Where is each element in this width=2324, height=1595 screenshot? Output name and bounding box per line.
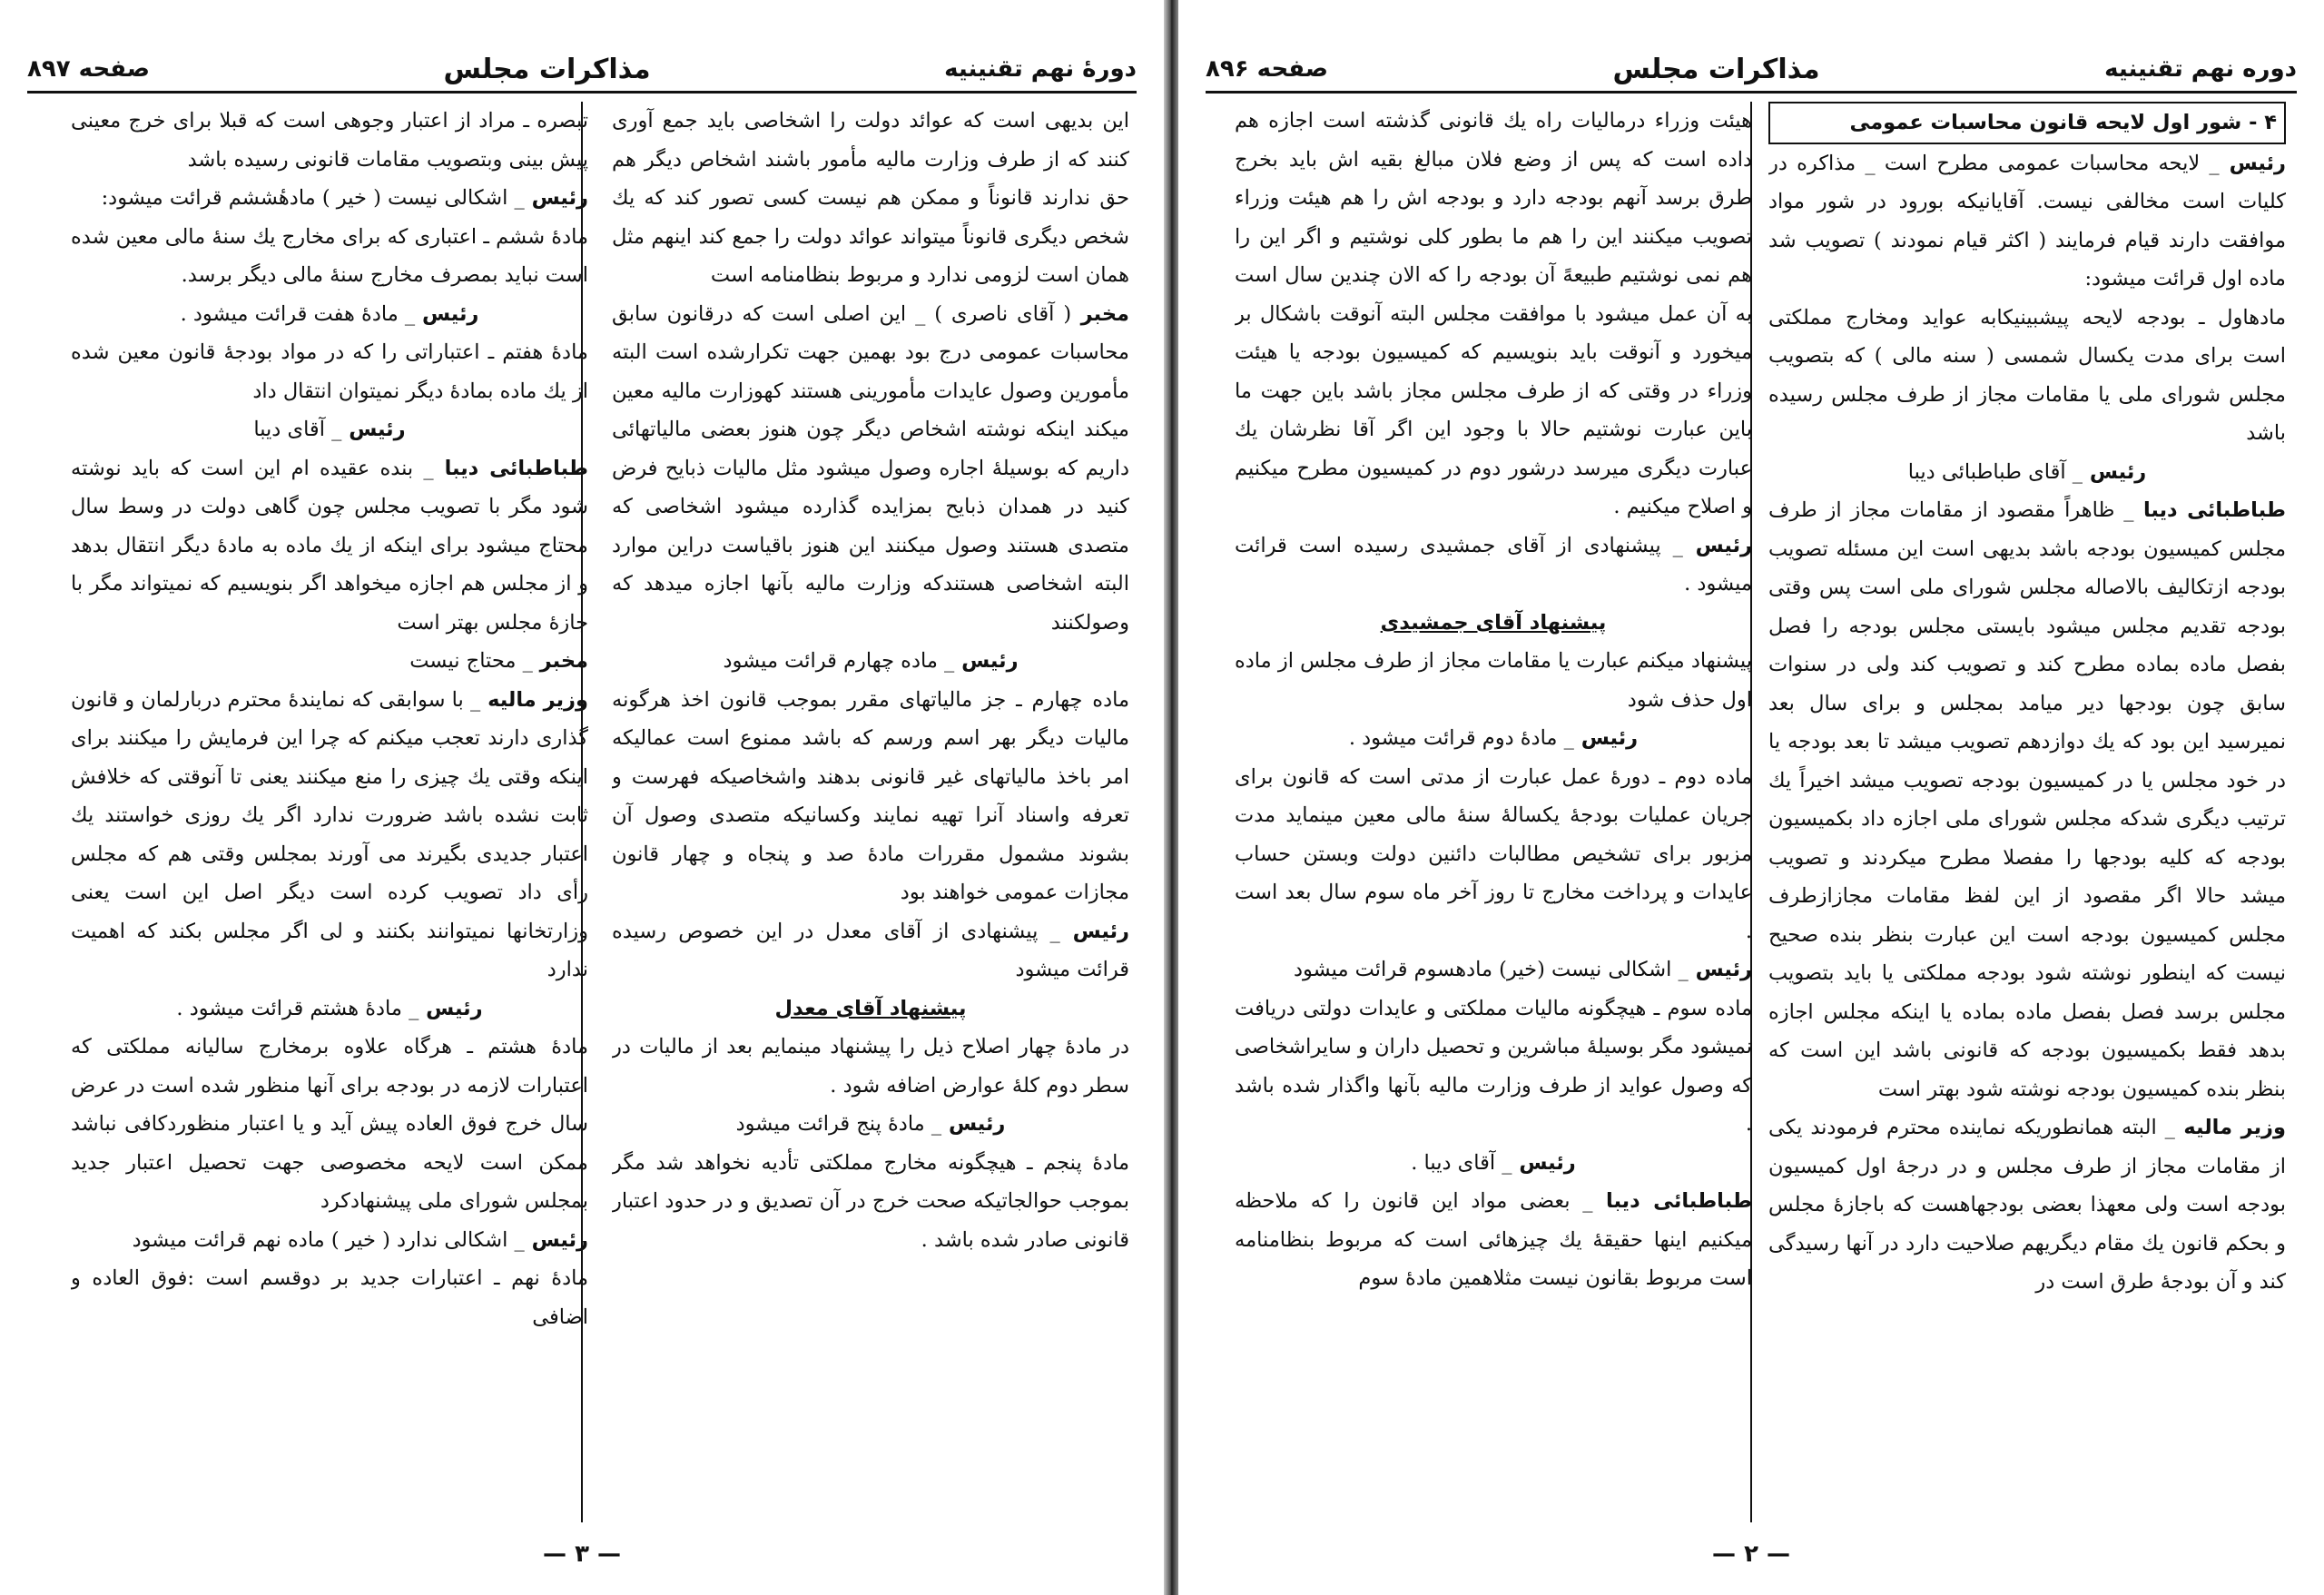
speaker-name: وزیر مالیه [480, 687, 588, 712]
proposal-heading: پیشنهاد آقای جمشیدی [1380, 610, 1607, 635]
paragraph [71, 102, 588, 179]
speaker-name: طباطبائی دیبا [433, 456, 588, 480]
page-header [27, 53, 1137, 85]
paragraph-text: مادهٔ پنجم ـ هیچگونه مخارج مملکتی تأدیه نخواهد شد مگر بموجب حوالجاتیکه صحت خرج در آن تصدیق و در حدود اعتبار قانونی صادر شده باشد . [612, 1150, 1129, 1252]
page-header [1206, 53, 2297, 85]
paragraph-text: _ پیشنهادی از آقای جمشیدی رسیده است قرائت میشود . [1235, 533, 1752, 596]
book-spine [1164, 0, 1178, 1595]
paragraph-text: _ مادهٔ هشتم قرائت میشود . [176, 996, 419, 1020]
paragraph [1235, 102, 1752, 527]
paragraph [1235, 642, 1752, 719]
paragraph [71, 1028, 588, 1221]
paragraph-text: مادهٔ ششم ـ اعتباری که برای مخارج یك سنهٔ مالی معین شده است نباید بمصرف مخارج سنهٔ مالی دیگر برسد. [71, 224, 588, 287]
paragraph-text: _ آقای دیبا . [1411, 1150, 1512, 1175]
paragraph [1768, 299, 2286, 453]
header-title: مذاکرات مجلس [1612, 53, 1820, 85]
speaker-name: طباطبائی دیبا [1592, 1189, 1752, 1213]
speaker-name: رئیس [1682, 533, 1752, 557]
paragraph [71, 218, 588, 295]
paragraph [1768, 1108, 2286, 1302]
speaker-name: رئیس [2219, 151, 2286, 175]
paragraph [612, 1028, 1129, 1105]
proposal-heading: پیشنهاد آقای معدل [774, 996, 967, 1020]
paragraph [1235, 950, 1752, 989]
paragraph-text: _ ظاهراً مقصود از مقامات مجاز از طرف مجلس کمیسیون بودجه باشد بدیهی است این مسئله تصویب بودجه ازتکالیف بالاصاله مجلس شورای ملی است پس وقتی بودجه تقدیم مجلس میشود بایستی مجلس بودجه را فصل بفصل ماده بماده مطرح کند و تصویب کند ولی در سنوات سابق چون بودجها دیر میامد بمجلس و برای سال بعد نمیرسید این بود که یك دوازدهم تصویب میشد تا بعد بودجه یا در خود مجلس یا در کمیسیون بودجه تصویب میشد اخیراً یك ترتیب دیگری شدکه مجلس شورای ملی اجازه داد بکمیسیون بودجه که کلیه بودجها را مفصلا مطرح میکردند و تصویب میشد حالا اگر مقصود از این لفظ مقامات مجازازطرف مجلس کمیسیون بودجه است این عبارت بنظر بنده صحیح نیست که اینطور نوشته شود بودجه مملکتی یا باید بتصویب مجلس برسد فصل بفصل ماده بماده یا اینکه مجلس اجازه بدهد فقط بکمیسیون بودجه که قانونی باشد این است که بنظر بنده کمیسیون بودجه نوشته شود بهتر است [1768, 498, 2286, 1101]
paragraph-text: مادهٔ هفتم ـ اعتباراتی را که در مواد بودجهٔ قانون معین شده از یك ماده بمادهٔ دیگر نمیتوان انتقال داد [71, 340, 588, 403]
paragraph-text: هیئت وزراء درمالیات راه یك قانونی گذشته است اجازه هم داده است که پس از وضع فلان مبالغ بقیه اش باید بخرج طرق برسد آنهم بودجه دارد و بودجه اش را هم هیئت وزراء تصویب میکنند این را هم ما بطور کلی نوشتیم و اگر این را هم نمی نوشتیم طبیعهً آن بودجه را که الان چندین سال است به آن عمل میشود با موافقت مجلس البته آنوقت باشکال بر میخورد و آنوقت باید بنویسیم که کمیسیون بودجه یا هیئت وزراء در وقتی که از طرف مجلس مجاز باشد باین جهت ما باین عبارت نوشتیم حالا با وجود این اگر آقا نظرشان یك عبارت دیگری میرسد درشور دوم در کمیسیون مطرح میکنیم و اصلاح میکنیم . [1235, 109, 1752, 518]
speaker-name: رئیس [941, 1112, 1006, 1136]
speaker-name: رئیس [415, 301, 479, 326]
left-page-column-2 [71, 102, 588, 1531]
speaker-name: رئیس [524, 1227, 588, 1252]
paragraph [612, 912, 1129, 989]
paragraph [612, 295, 1129, 643]
speaker-line [71, 295, 588, 334]
paragraph [612, 102, 1129, 295]
speaker-name: مخبر [1071, 301, 1129, 326]
paragraph-text: ماده سوم ـ هیچگونه مالیات مملکتی و عایدات دولتی دریافت نمیشود مگر بوسیلهٔ مباشرین و تحصیل داران و سایراشخاصی که وصول عواید از طرف وزارت مالیه بآنها واگذار شده باشد . [1235, 996, 1752, 1136]
paragraph-text: _ بنده عقیده ام این است که باید نوشته شود مگر با تصویب مجلس چون گاهی دولت در وسط سال محتاج میشود برای اینکه از یك ماده به مادهٔ دیگر انتقال بدهد و از مجلس هم اجازه میخواهد اگر بنویسیم که نمیتواند مگر با جازهٔ مجلس بهتر است [71, 456, 588, 635]
paragraph-text: مادهٔ نهم ـ اعتبارات جدید بر دوقسم است :فوق العاده و اضافی [71, 1266, 588, 1329]
paragraph-text: در مادهٔ چهار اصلاح ذیل را پیشنهاد مینمایم بعد از مالیات در سطر دوم کلهٔ عوارض اضافه شود . [612, 1035, 1129, 1098]
paragraph-text: پیشنهاد میکنم عبارت یا مقامات مجاز از طرف مجلس از ماده اول حذف شود [1235, 649, 1752, 712]
speaker-line [612, 642, 1129, 681]
speaker-name: رئیس [419, 996, 483, 1020]
header-rule [27, 91, 1137, 94]
paragraph [71, 1221, 588, 1260]
paragraph [1235, 758, 1752, 951]
speaker-line [1768, 453, 2286, 492]
speaker-name: مخبر [532, 649, 588, 673]
header-rule [1206, 91, 2297, 94]
speaker-name: رئیس [1688, 958, 1752, 981]
paragraph-text: ماده چهارم ـ جز مالیاتهای مقرر بموجب قانون اخذ هرگونه مالیات دیگر بهر اسم ورسم که باشد ممنوع است عمالیکه امر باخذ مالیاتهای غیر قانونی بدهند واشخاصیکه فهرست و تعرفه واسناد آنرا تهیه نمایند وکسانیکه متصدی وصول آن بشوند مشمول مقررات مادهٔ صد و پنجاه و چهار قانون مجازات عمومی خواهند بود [612, 687, 1129, 904]
paragraph-text: _ اشکالی ندارد ( خیر ) ماده نهم قرائت میشود [132, 1227, 525, 1252]
paragraph [1768, 144, 2286, 299]
speaker-name: رئیس [1512, 1150, 1576, 1175]
paragraph-text: _ پیشنهادی از آقای معدل در این خصوص رسیده قرائت میشود [612, 919, 1129, 981]
speaker-name: رئیس [1573, 726, 1639, 750]
section-heading: ۴ - شور اول لایحه قانون محاسبات عمومی [1768, 102, 2286, 144]
paragraph-text: _ مادهٔ پنج قرائت میشود [735, 1112, 942, 1136]
right-page-column-2 [1235, 102, 1752, 1531]
paragraph [1235, 1182, 1752, 1298]
header-title: مذاکرات مجلس [443, 53, 651, 85]
paragraph-text: _ اشکالی نیست ( خیر ) مادهٔششم قرائت میشود: [101, 186, 525, 210]
paragraph-text: مادهٔ هشتم ـ هرگاه علاوه برمخارج سالیانه مملکتی که اعتبارات لازمه در بودجه برای آنها منظور شده است در عرض سال خرج فوق العاده پیش آید و یا اعتبار منظوردکافی نباشد ممکن است لایحه مخصوصی جهت تحصیل اعتبار جدید بمجلس شورای ملی پیشنهادکرد [71, 1035, 588, 1213]
speaker-name: رئیس [1059, 919, 1129, 943]
speaker-line [1235, 719, 1752, 758]
page-footer: — ۲ — [1712, 1541, 1790, 1568]
paragraph [1235, 989, 1752, 1144]
speaker-name: رئیس [954, 649, 1019, 673]
paragraph-text: ( آقای ناصری ) _ این اصلی است که درقانون سابق محاسبات عمومی درج بود بهمین جهت تکرارشده است البته مأمورین وصول عایدات مأمورینی هستند کهوزارت مالیه معین میکند اینکه نوشته اشخاص دیگر چون هنوز بعضی مالیاتهائی داریم که بوسیلهٔ اجاره وصول میشود مثل مالیات ذبایح فرض کنید در همدان ذبایح بمزایده گذارده میشود اشخاصی که متصدی هستند وصول میکنند این هنوز باقیاست دراین موارد البته اشخاصی هستندکه وزارت مالیه بآنها اجازه میدهد که وصولکنند [612, 301, 1129, 635]
paragraph [71, 333, 588, 410]
paragraph-text: _ آقای دیبا [253, 418, 342, 441]
paragraph-text: _ مادهٔ هفت قرائت میشود . [180, 301, 416, 326]
right-page-column-1 [1768, 102, 2286, 1531]
paragraph-text: ماده دوم ـ دورهٔ عمل عبارت از مدتی است که قانون برای جریان عملیات بودجهٔ یکسالهٔ سنهٔ مالی معین مینماید مدت مزبور برای تشخیص مطالبات دائنین دولت وبستن حساب عایدات و پرداخت مخارج تا روز آخر ماه سوم سال بعد است . [1235, 764, 1752, 943]
page-896 [1178, 0, 2324, 1595]
paragraph-text: _ آقای طباطبائی دیبا [1907, 459, 2083, 484]
paragraph [71, 681, 588, 989]
paragraph [71, 449, 588, 643]
paragraph [1235, 527, 1752, 604]
speaker-line [1235, 1144, 1752, 1183]
paragraph [71, 642, 588, 681]
paragraph-text: _ مادهٔ دوم قرائت میشود . [1348, 726, 1574, 750]
speaker-line [71, 989, 588, 1029]
page-number: صفحه ۸۹۷ [27, 55, 151, 83]
speaker-name: رئیس [341, 418, 406, 441]
paragraph-text: _ ماده چهارم قرائت میشود [723, 649, 955, 673]
speaker-name: وزیر مالیه [2174, 1116, 2286, 1139]
paragraph [612, 1144, 1129, 1260]
page-number: صفحه ۸۹۶ [1206, 55, 1329, 83]
speaker-name: طباطبائی دیبا [2133, 498, 2286, 522]
speaker-name: رئیس [2083, 459, 2147, 484]
speaker-line [71, 410, 588, 449]
page-footer: — ۳ — [543, 1541, 621, 1568]
paragraph [71, 1259, 588, 1336]
paragraph-text: _ با سوابقی که نمایندهٔ محترم دربارلمان و قانون گذاری دارند تعجب میکنم که چرا این فرمایش را میکنند برای اینکه وقتی یك چیزی را منع میکنند یعنی تا آنوقتی که خلافش ثابت نشده باشد ضرورت ندارد اگر یك روزی خواستند یك اعتبار جدیدی بگیرند می آورند بمجلس وقتی هم که مجلس رأی داد تصویب کرده است دیگر اصل این است یعنی وزارتخانها نمیتوانند بکنند و لی اگر مجلس بکند که اهمیت ندارد [71, 687, 588, 981]
paragraph [612, 681, 1129, 912]
paragraph-text: مادهاول ـ بودجه لایحه پیشبینیکابه عواید ومخارج مملکتی است برای مدت یکسال شمسی ( سنه مالی ) که بتصویب مجلس شورای ملی یا مقامات مجاز از طرف مجلس رسیده باشد [1768, 305, 2286, 445]
paragraph [1768, 491, 2286, 1108]
speaker-line [612, 1105, 1129, 1144]
left-page-column-1 [612, 102, 1129, 1531]
paragraph [71, 179, 588, 218]
paragraph-text: این بدیهی است که عوائد دولت را اشخاصی باید جمع آوری کنند که از طرف وزارت مالیه مأمور باشند اشخاص دیگر هم حق ندارند قانوناً و ممکن هم نیست کسی تصور کند که یك شخص دیگری قانوناً میتواند عوائد دولت را جمع کند اینهم مثل همان است لزومی ندارد و مربوط بنظامنامه است [612, 109, 1129, 287]
paragraph-text: _ بعضی مواد این قانون را که ملاحظه میکنیم اینها حقیقهٔ یك چیزهائی است که مربوط بنظامنامه است مربوط بقانون نیست مثلاهمین مادهٔ سوم [1235, 1189, 1752, 1290]
paragraph-text: تبصره ـ مراد از اعتبار وجوهی است که قبلا برای خرج معینی پیش بینی وبتصویب مقامات قانونی رسیده باشد [71, 109, 588, 172]
speaker-name: رئیس [524, 186, 588, 210]
paragraph-text: _ لایحه محاسبات عمومی مطرح است _ مذاکره در کلیات است مخالفی نیست. آقایانیکه بورود در شور مواد موافقت دارند قیام فرمایند ( اکثر قیام نمودند ) تصویب شد ماده اول قرائت میشود: [1768, 151, 2286, 290]
paragraph-text: _ البته همانطوریکه نماینده محترم فرمودند یکی از مقامات مجاز از طرف مجلس و در درجهٔ اول کمیسیون بودجه است ولی معهذا بعضی بودجهاهست که باجازهٔ مجلس و بحکم قانون یك مقام دیگریهم صلاحیت دارد در آنها رسیدگی کند و آن بودجهٔ طرق است در [1768, 1116, 2286, 1294]
paragraph-text: _ محتاج نیست [409, 649, 533, 673]
paragraph-text: _ اشکالی نیست (خیر) مادهسوم قرائت میشود [1293, 958, 1689, 981]
session-label: دورهٔ نهم تقنینیه [944, 55, 1137, 83]
session-label: دوره نهم تقنینیه [2104, 55, 2297, 83]
